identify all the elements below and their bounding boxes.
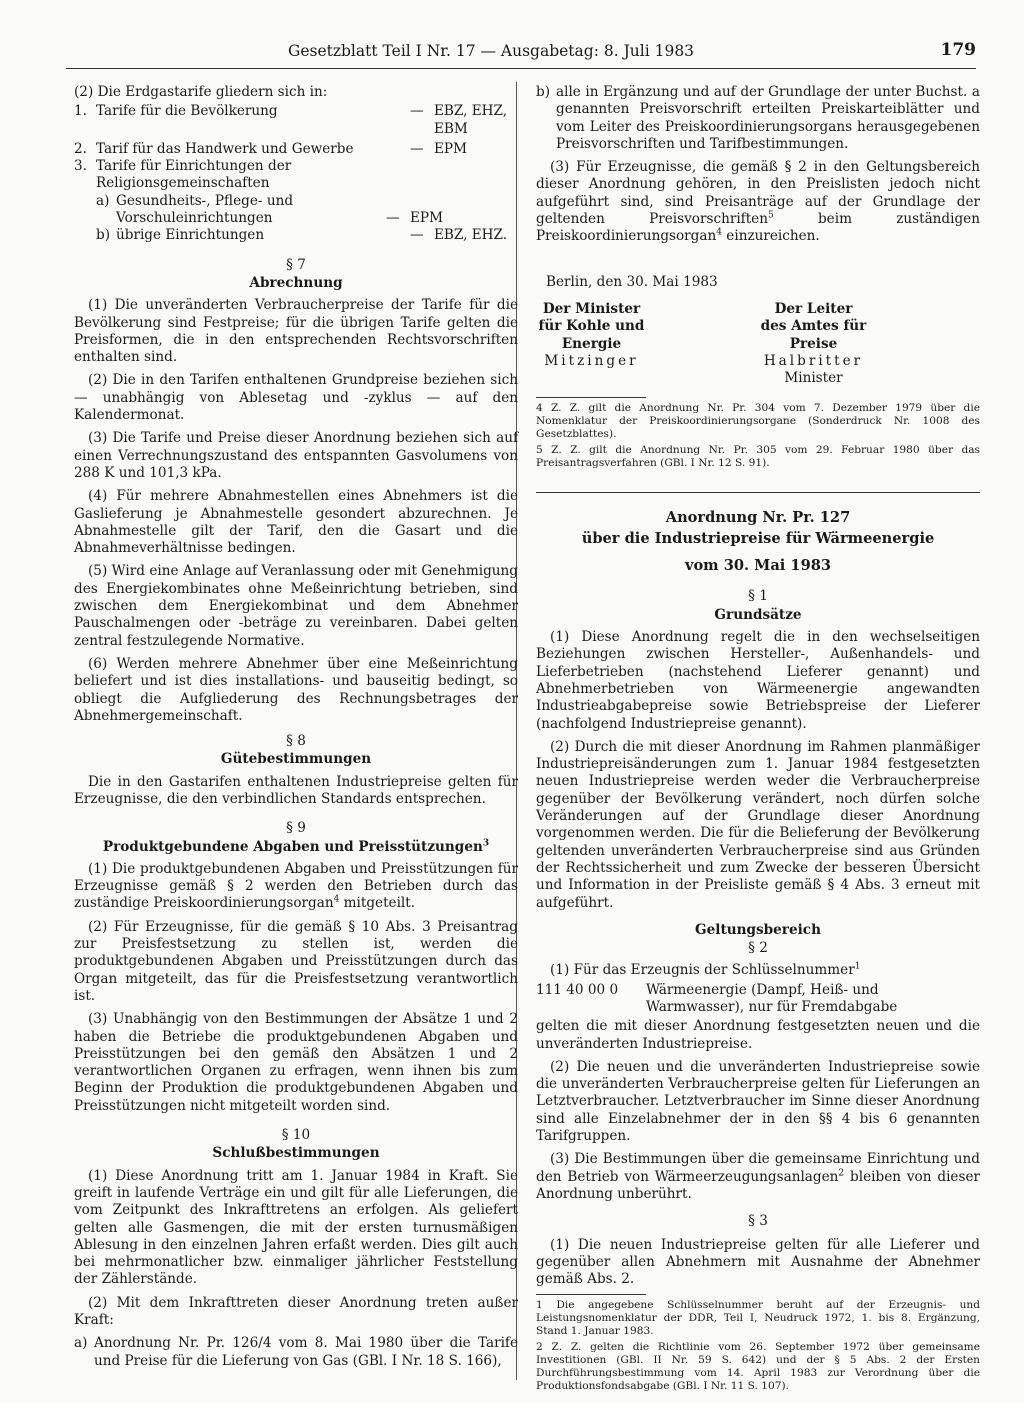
page-header [66,40,976,69]
geltungsbereich-title: Geltungsbereich [695,921,821,938]
sig-left-name: Mitzinger [544,352,639,369]
tarif-num: 3. [74,158,87,175]
footnote-ref: 4 [716,227,722,238]
s10-item-b [536,84,980,153]
subtarif-code: EBZ, EHZ. [434,227,508,244]
s8-paragraph-1: Die in den Gastarifen enthaltenen Industriepreise gelten für Erzeugnisse, die den verbindlichen Standards entsprechen. [74,773,518,807]
subtarif-label: a) [96,192,110,209]
section-7-title: Abrechnung [249,274,343,291]
tarif-code: EPM [434,140,467,157]
section-8-number: § 8 [286,733,306,750]
tarif-num: 2. [74,140,87,157]
section-7-number: § 7 [286,256,306,273]
left-column [74,84,518,1370]
ordinance-title-1: Anordnung Nr. Pr. 127 [665,509,851,527]
s7-paragraph-4: (4) Für mehrere Abnahmestellen eines Abnehmers ist die Gaslieferung je Abnahmestelle gesondert abzurechnen. Je Abnahmestelle gilt der Tarif, den die Gasart und die Abnahmeverhältnisse bedingen. [74,488,518,557]
tarif-dash: — [410,140,424,157]
s7-paragraph-1: (1) Die unveränderten Verbraucherpreise der Tarife für die Bevölkerung sind Festpreise; für die übrigen Tarife gelten die Preisformen, die in den entsprechenden Rechtsvorschriften enthalten sind. [74,297,518,366]
s7-paragraph-3: (3) Die Tarife und Preise dieser Anordnung beziehen sich auf einen Verrechnungszustand des entspannten Gasvolumens von 288 K und 101,3 kPa. [74,430,518,481]
s9-paragraph-1 [74,861,518,913]
s2-p1-text: (1) Für das Erzeugnis der Schlüsselnummer [550,962,855,979]
s2-paragraph-1 [536,962,980,979]
p3-tail: einzureichen. [721,228,820,245]
s2-paragraph-1-tail: gelten die mit dieser Anordnung festgesetzten neuen und die unveränderten Industriepreise. [536,1018,980,1052]
tarif-dash: — [410,103,424,120]
footnote-2: 2 Z. Z. gelten die Richtlinie vom 26. September 1972 über gemeinsame Investitionen (GBl. II Nr. 59 S. 642) und der § 5 Abs. 2 der Ersten Durchführungsbestimmung vom 14. April 1983 zur Verordnung über die Produktionsfondsabgabe (GBl. I Nr. 11 S. 107). [536,1341,980,1393]
footnote-5: 5 Z. Z. gilt die Anordnung Nr. Pr. 305 vom 29. Februar 1980 über das Preisantragsverfahren (GBl. I Nr. 12 S. 91). [536,444,980,470]
footnote-ref: 4 [333,894,340,905]
section-8-title: Gütebestimmungen [220,751,372,768]
section-10-number: § 10 [281,1127,311,1144]
s7-paragraph-2: (2) Die in den Tarifen enthaltenen Grundpreise beziehen sich — unabhängig von Ablesetag und -zyklus — auf den Kalendermonat. [74,372,518,424]
ordinance-date: vom 30. Mai 1983 [684,557,832,575]
place-date: Berlin, den 30. Mai 1983 [546,273,718,290]
tarif-code: EBZ, EHZ, EBM [434,103,508,137]
tarif-num: 1. [74,103,87,120]
s3-paragraph-1: (1) Die neuen Industriepreise gelten für alle Lieferer und gegenüber allen Abnehmern mit Ausnahme der Abnehmer gemäß Abs. 2. [536,1236,980,1288]
tarif-intro: (2) Die Erdgastarife gliedern sich in: [74,84,328,100]
s9-paragraph-2: (2) Für Erzeugnisse, für die gemäß § 10 Abs. 3 Preisantrag zur Preisfestsetzung zu stellen ist, werden die produktgebundenen Abgaben und Preisstützungen durch das Organ mitgeteilt, das für die Preisfestsetzung verantwortlich ist. [74,918,518,1004]
tarif-item-3 [74,158,518,193]
footnote-rule [536,397,646,398]
s7-paragraph-6: (6) Werden mehrere Abnehmer über eine Meßeinrichtung beliefert und ist dies installations- und bauseitig bedingt, so obliegt die Aufgliederung des Rechnungsbetrages der Abnehmergemeinschaft. [74,655,518,724]
section-1-number: § 1 [748,588,768,605]
subtarif-code: EPM [410,210,443,227]
section-3-number: § 3 [748,1213,768,1230]
subtarif-text: Gesundheits-, Pflege- und Vorschuleinrichtungen [116,192,294,227]
s10-paragraph-3 [536,159,980,245]
footnote-ref: 3 [482,838,490,849]
section-9-number: § 9 [286,820,306,837]
item-label: a) [74,1335,88,1352]
s2-paragraph-2: (2) Die neuen und die unveränderten Industriepreise sowie die unveränderten Verbraucherpreise gelten für Lieferungen an Letztverbraucher. Letztverbraucher im Sinne dieser Anordnung sind alle Einzelabnehmer der in den §§ 4 bis 6 genannten Tarifgruppen. [536,1058,980,1145]
sig-right-role: Minister [784,370,843,387]
ordinance-title-2: über die Industriepreise für Wärmeenergie [581,530,935,548]
footnote-4: 4 Z. Z. gilt die Anordnung Nr. Pr. 304 vom 7. Dezember 1979 über die Nomenklatur der Preiskoordinierungsorgane (Sonderdruck Nr. 1008 des Gesetzblattes). [536,402,980,441]
sig-right-name: Halbritter [763,352,864,369]
header-title: Gesetzblatt Teil I Nr. 17 — Ausgabetag: 8. Juli 1983 [287,42,695,60]
sig-left-title: Der Minister [542,300,641,317]
s2-p3-tail: bleiben von dieser Anordnung unberührt. [536,1168,980,1202]
sig-right-title: Der Leiter [774,300,853,317]
subtarif-text: übrige Einrichtungen [116,227,265,244]
item-text: Anordnung Nr. Pr. 126/4 vom 8. Mai 1980 über die Tarife und Preise für die Lieferung von Gas (GBl. I Nr. 18 S. 166), [94,1335,518,1369]
sig-right-office: des Amtes für Preise [760,318,867,352]
s9-paragraph-3: (3) Unabhängig von den Bestimmungen der Absätze 1 und 2 haben die Betriebe die produktgebundenen Abgaben und Preisstützungen bei den gemäß den Absätzen 1 und 2 verantwortlichen Organen zu erfragen, wenn ihnen bis zum Beginn der Produktion die produktgebundenen Abgaben und Preisstützungen nicht mitgeteilt worden sind. [74,1011,518,1114]
page-number: 179 [940,40,976,60]
tarif-text: Tarife für die Bevölkerung [96,103,278,120]
ordinance-separator [536,492,980,493]
section-9-title-text: Produktgebundene Abgaben und Preisstützungen [102,838,483,855]
product-code: 111 40 00 0 [536,981,619,998]
signature-right [758,301,980,387]
s10-item-a [74,1335,518,1370]
subtarif-dash: — [410,227,424,244]
section-1-title: Grundsätze [714,606,802,623]
subtarif-b [96,227,518,244]
s10-paragraph-2: (2) Mit dem Inkrafttreten dieser Anordnung treten außer Kraft: [74,1294,518,1328]
footnote-ref: 1 [854,961,861,972]
tarif-item-1 [74,103,518,138]
section-10-title: Schlußbestimmungen [212,1145,380,1162]
s2-paragraph-3 [536,1151,980,1203]
signature-left [536,301,758,387]
s9-p1-tail: mitgeteilt. [339,895,416,912]
subtarif-a [96,193,518,228]
footnote-rule [536,1294,646,1295]
section-9-title [74,839,518,856]
product-description: Wärmeenergie (Dampf, Heiß- und Warmwasser), nur für Fremdabgabe [646,981,898,1015]
s9-p1-text: (1) Die produktgebundenen Abgaben und Preisstützungen für Erzeugnisse gemäß § 2 werden den Betrieben durch das zuständige Preiskoordinierungsorgan [74,860,518,912]
section-2-number: § 2 [748,940,768,957]
item-label: b) [536,84,551,100]
s2-p3-text: (3) Die Bestimmungen über die gemeinsame Einrichtung und den Betrieb von Wärmeerzeugungsanlagen [536,1151,980,1185]
s10-paragraph-1: (1) Diese Anordnung tritt am 1. Januar 1984 in Kraft. Sie greift in laufende Verträge ein und gilt für alle Lieferungen, die vom Zeitpunkt des Inkrafttretens an erfolgen. Als geliefert gelten alle Gasmengen, die mit der ersten turnusmäßigen Ablesung in den einzelnen Jahren erfaßt werden. Dies gilt auch bei mehrmonatlicher bzw. einmaliger jährlicher Feststellung der Zählerstände. [74,1167,518,1288]
footnote-ref: 5 [767,210,774,221]
sig-left-office: für Kohle und Energie [538,318,645,352]
footnote-1: 1 Die angegebene Schlüsselnummer beruht auf der Erzeugnis- und Leistungsnomenklatur der DDR, Teil I, Neudruck 1972, 1. bis 8. Ergänzung, Stand 1. Januar 1983. [536,1299,980,1338]
s1-paragraph-1: (1) Diese Anordnung regelt die in den wechselseitigen Beziehungen zwischen Hersteller-, Außenhandels- und Lieferbetrieben (nachstehend Lieferer genannt) und Abnehmerbetrieben von Wärmeenergie angewandten Industrieabgabepreise sowie Betriebspreise der Lieferer (nachfolgend Industriepreise genannt). [536,629,980,732]
s1-paragraph-2: (2) Durch die mit dieser Anordnung im Rahmen planmäßiger Industriepreisänderungen zum 1. Januar 1984 festgesetzten neuen Industriepreise werden weder die Verbraucherpreise gegenüber der Bevölkerung verändert, noch dürfen solche Veränderungen auf der Grundlage dieser Anordnung vorgenommen werden. Die für die Belieferung der Bevölkerung geltenden unveränderten Verbraucherpreise sind aus Gründen der Rechtssicherheit und zum Zwecke der besseren Übersicht und Information in der Preisliste gemäß § 4 Abs. 3 erneut mit aufgeführt. [536,738,980,911]
product-code-line [536,982,980,1017]
tarif-item-2 [74,141,518,158]
right-column [536,84,980,1396]
p3-text: (3) Für Erzeugnisse, die gemäß § 2 in den Geltungsbereich dieser Anordnung gehören, in den Preislisten jedoch nicht aufgeführt sind, sind Preisanträge auf der Grundlage der geltenden Preisvorschriften [536,159,980,228]
tarif-text: Tarife für Einrichtungen der Religionsgemeinschaften [96,158,292,192]
signatures [536,301,980,387]
p3-text-2: beim zuständigen Preiskoordinierungsorgan [536,211,980,245]
s7-paragraph-5: (5) Wird eine Anlage auf Veranlassung oder mit Genehmigung des Energiekombinates ohne Meßeinrichtung betrieben, sind zwischen dem Energiekombinat und dem Abnehmer Pauschalmengen oder -beträge zu vereinbaren. Dabei gelten zentral festzulegende Normative. [74,563,518,649]
footnote-ref: 2 [838,1168,845,1179]
tarif-text: Tarif für das Handwerk und Gewerbe [96,140,354,157]
subtarif-label: b) [96,227,111,244]
item-text: alle in Ergänzung und auf der Grundlage der unter Buchst. a genannten Preisvorschrift erteilten Preiskarteiblätter und vom Leiter des Preiskoordinierungsorgans herausgegebenen Preisvorschriften und Tarifbestimmungen. [556,84,980,152]
subtarif-dash: — [386,210,400,227]
